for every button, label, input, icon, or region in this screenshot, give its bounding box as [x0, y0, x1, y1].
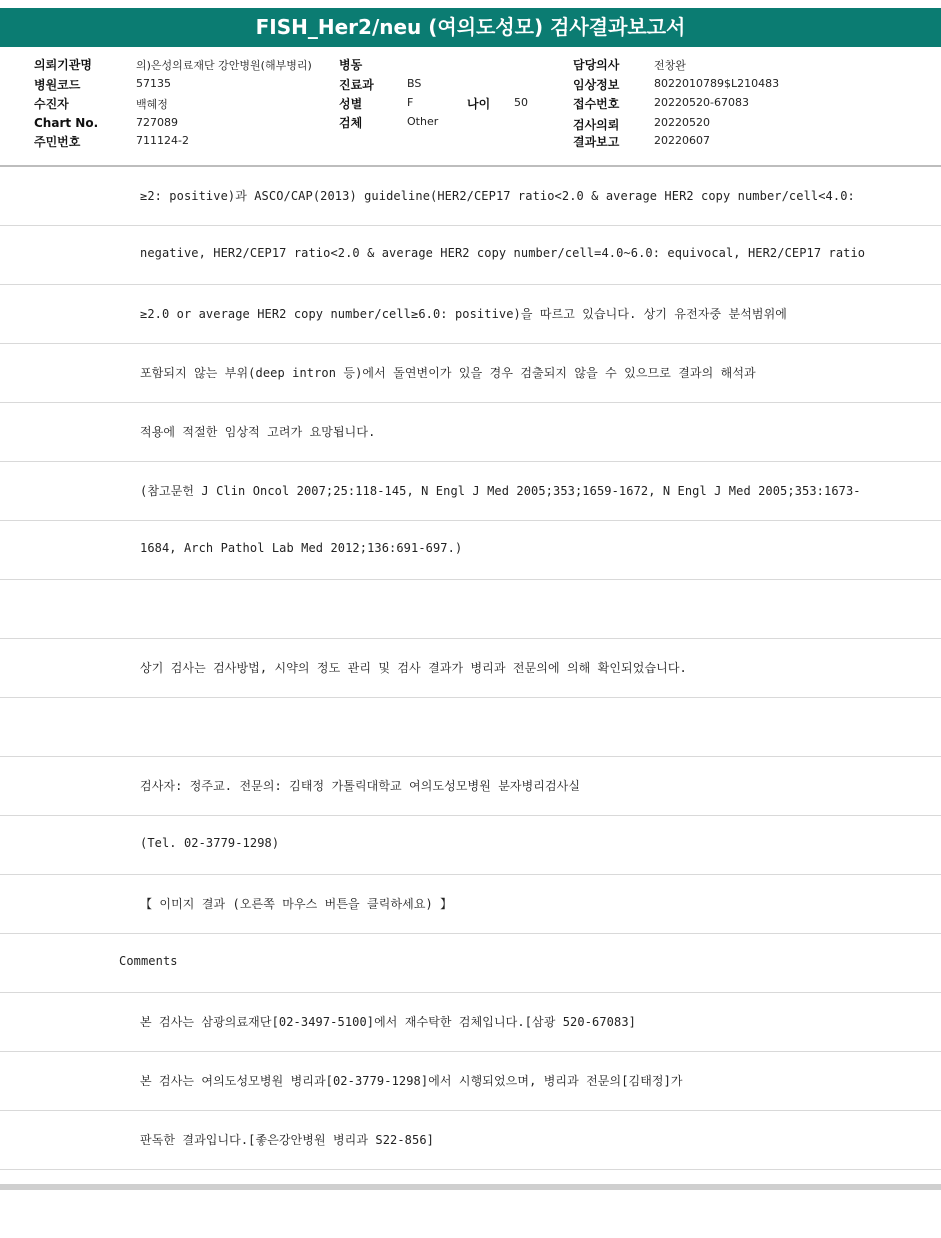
report-body [0, 167, 941, 1170]
institution-value: 의)은성의료재단 강안병원(해부병리) [136, 59, 312, 72]
report-line-text: 1684, Arch Pathol Lab Med 2012;136:691-697.) [140, 541, 463, 555]
report-line [0, 993, 941, 1052]
specimen-label: 검체 [339, 116, 363, 130]
report-line [0, 521, 941, 580]
patient-value: 백혜정 [136, 98, 168, 111]
comments-heading: Comments [119, 954, 178, 968]
report-line [0, 403, 941, 462]
institution-label: 의뢰기관명 [34, 58, 92, 72]
report-line [0, 698, 941, 757]
report-line [0, 167, 941, 226]
report-line [0, 816, 941, 875]
report-line-text: 포함되지 않는 부위(deep intron 등)에서 돌연변이가 있을 경우 검출되지 않을 수 있으므로 결과의 해석과 [140, 366, 756, 380]
doctor-label: 담당의사 [573, 58, 620, 72]
hospital-code-value: 57135 [136, 77, 171, 90]
sex-label: 성별 [339, 97, 363, 111]
image-result-link-row [0, 875, 941, 934]
report-line-text: negative, HER2/CEP17 ratio<2.0 & average HER2 copy number/cell=4.0~6.0: equivocal, HER2/CEP17 ratio [140, 246, 866, 260]
comments-heading-row [0, 934, 941, 993]
report-line [0, 1052, 941, 1111]
report-line [0, 344, 941, 403]
report-title: FISH_Her2/neu (여의도성모) 검사결과보고서 [0, 8, 941, 47]
doctor-value: 전창완 [654, 59, 686, 72]
dept-label: 진료과 [339, 78, 374, 92]
report-line-text: (참고문헌 J Clin Oncol 2007;25:118-145, N Engl J Med 2005;353;1659-1672, N Engl J Med 2005;353:1673- [140, 484, 861, 498]
report-line [0, 285, 941, 344]
report-line-text: 본 검사는 삼광의료재단[02-3497-5100]에서 재수탁한 검체입니다.[삼광 520-67083] [140, 1015, 636, 1029]
report-line-text: 적용에 적절한 임상적 고려가 요망됩니다. [140, 425, 376, 439]
ward-label: 병동 [339, 58, 363, 72]
report-date-value: 20220607 [654, 134, 710, 147]
specimen-value: Other [407, 115, 439, 128]
report-date-label: 결과보고 [573, 135, 620, 149]
hospital-code-label: 병원코드 [34, 78, 81, 92]
resident-no-label: 주민번호 [34, 135, 81, 149]
report-line [0, 1111, 941, 1170]
sex-value: F [407, 96, 414, 109]
patient-info-header [0, 47, 941, 167]
report-line-text: ≥2.0 or average HER2 copy number/cell≥6.0: positive)을 따르고 있습니다. 상기 유전자중 분석범위에 [140, 307, 787, 321]
report-line [0, 226, 941, 285]
request-date-label: 검사의뢰 [573, 118, 620, 132]
patient-label: 수진자 [34, 97, 69, 111]
receipt-no-label: 접수번호 [573, 97, 620, 111]
report-line-text: ≥2: positive)과 ASCO/CAP(2013) guideline(HER2/CEP17 ratio<2.0 & average HER2 copy number/cell<4.0: [140, 189, 855, 203]
image-result-link[interactable]: 【 이미지 결과 (오른쪽 마우스 버튼을 클릭하세요) 】 [140, 897, 453, 911]
report-line [0, 462, 941, 521]
report-line-text: (Tel. 02-3779-1298) [140, 836, 280, 850]
bottom-divider [0, 1184, 941, 1190]
report-line [0, 757, 941, 816]
report-line [0, 639, 941, 698]
report-line [0, 580, 941, 639]
chart-no-value: 727089 [136, 116, 178, 129]
age-value: 50 [514, 96, 528, 109]
clinical-info-value: 8022010789$L210483 [654, 77, 780, 90]
report-line-text: 판독한 결과입니다.[좋은강안병원 병리과 S22-856] [140, 1133, 434, 1147]
chart-no-label: Chart No. [34, 116, 99, 130]
dept-value: BS [407, 77, 422, 90]
report-line-text: 상기 검사는 검사방법, 시약의 정도 관리 및 검사 결과가 병리과 전문의에 의해 확인되었습니다. [140, 661, 687, 675]
request-date-value: 20220520 [654, 116, 710, 129]
resident-no-value: 711124-2 [136, 134, 189, 147]
receipt-no-value: 20220520-67083 [654, 96, 749, 109]
age-label: 나이 [467, 97, 491, 111]
clinical-info-label: 임상정보 [573, 78, 620, 92]
report-line-text: 검사자: 정주교. 전문의: 김태정 가톨릭대학교 여의도성모병원 분자병리검사실 [140, 779, 581, 793]
report-line-text: 본 검사는 여의도성모병원 병리과[02-3779-1298]에서 시행되었으며, 병리과 전문의[김태정]가 [140, 1074, 683, 1088]
